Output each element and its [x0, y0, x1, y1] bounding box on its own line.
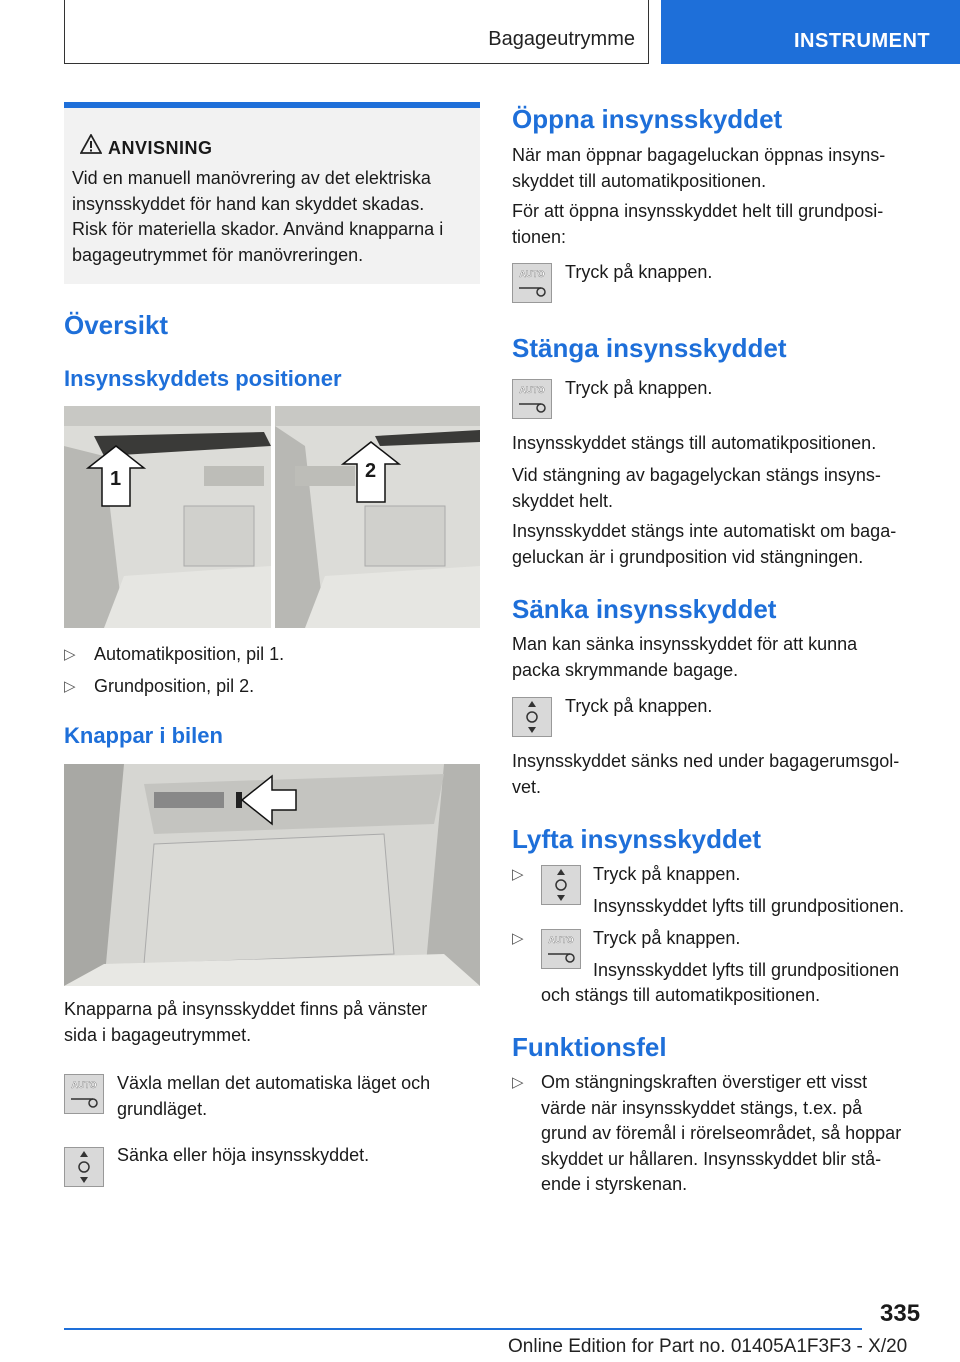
- photo-label-2: 2: [365, 460, 377, 482]
- auto-icon-label: AUTO: [71, 1080, 97, 1090]
- up-down-button-icon: [512, 697, 552, 737]
- stanga-para-1: Insynsskyddet stängs till automatikpositionen.: [512, 433, 877, 453]
- auto-button-text: Växla mellan det automatiska läget och grundläget.: [117, 1073, 431, 1119]
- heading-stanga: Stänga insynsskyddet: [512, 333, 787, 363]
- footer-divider: [64, 1328, 862, 1330]
- heading-knappar: Knappar i bilen: [64, 723, 223, 748]
- chapter-tab-label: INSTRUMENT: [794, 30, 931, 52]
- auto-button-icon: [541, 929, 581, 969]
- warning-text: Vid en manuell manövrering av det elektriska insynsskyddet för hand kan skyddet skadas. Risk för materiella skador. Använd knapparna i bagageutrymmet för manövreringen.: [72, 168, 444, 265]
- lyfta-result-2b: och stängs till automatikpositionen.: [541, 985, 821, 1005]
- edition-footer: Online Edition for Part no. 01405A1F3F3 - X/20: [508, 1336, 908, 1357]
- auto-button-icon: [64, 1074, 104, 1114]
- heading-oversikt: Översikt: [64, 310, 169, 340]
- knappar-text: Knapparna på insynsskyddet finns på vänster sida i bagageutrymmet.: [64, 999, 428, 1045]
- sanka-para-1: Man kan sänka insynsskyddet för att kunna packa skrymmande bagage.: [512, 634, 858, 680]
- trunk-photo-automatic: [64, 406, 271, 628]
- up-down-button-icon: [541, 865, 581, 905]
- warning-box: [64, 102, 480, 284]
- stanga-para-2: Vid stängning av bagagelyckan stängs insyns- skyddet helt.: [512, 465, 881, 511]
- heading-lyfta: Lyfta insynsskyddet: [512, 824, 762, 854]
- triangle-bullet-icon: ▷: [64, 678, 76, 695]
- photo-label-1: 1: [110, 468, 122, 490]
- lyfta-press-text-1: Tryck på knappen.: [593, 864, 741, 884]
- oppna-para-1: När man öppnar bagageluckan öppnas insyns- skyddet till automatikpositionen.: [512, 145, 886, 191]
- sanka-para-2: Insynsskyddet sänks ned under bagagerumsgol- vet.: [512, 751, 900, 797]
- lyfta-result-2: Insynsskyddet lyfts till grundpositionen: [593, 960, 900, 980]
- chapter-tab[interactable]: [661, 0, 960, 64]
- auto-icon-label: AUTO: [548, 935, 574, 945]
- triangle-bullet-icon: ▷: [512, 930, 524, 947]
- auto-icon-label: AUTO: [519, 385, 545, 395]
- warning-icon: [80, 134, 102, 154]
- section-title: Bagageutrymme: [488, 28, 635, 50]
- lyfta-result-1: Insynsskyddet lyfts till grundpositionen.: [593, 896, 905, 916]
- warning-title: ANVISNING: [108, 138, 213, 158]
- heading-sanka: Sänka insynsskyddet: [512, 594, 777, 624]
- heading-funktionsfel: Funktionsfel: [512, 1032, 667, 1062]
- stanga-para-3: Insynsskyddet stängs inte automatiskt om baga- geluckan är i grundposition vid stängningen.: [512, 521, 897, 567]
- up-down-button-text: Sänka eller höja insynsskyddet.: [117, 1145, 370, 1165]
- triangle-bullet-icon: ▷: [64, 646, 76, 663]
- up-down-button-icon: [64, 1147, 104, 1187]
- auto-button-icon: [512, 379, 552, 419]
- trunk-photo-basic: [275, 406, 480, 628]
- list-item: ▷ Automatikposition, pil 1.: [64, 642, 480, 668]
- auto-icon-label: AUTO: [519, 269, 545, 279]
- stanga-press-text: Tryck på knappen.: [565, 378, 713, 398]
- heading-positions: Insynsskyddets positioner: [64, 366, 342, 391]
- sanka-press-text: Tryck på knappen.: [565, 696, 713, 716]
- triangle-bullet-icon: ▷: [512, 866, 524, 883]
- list-item: ▷ Grundposition, pil 2.: [64, 674, 480, 700]
- lyfta-press-text-2: Tryck på knappen.: [593, 928, 741, 948]
- heading-oppna: Öppna insynsskyddet: [512, 104, 783, 134]
- trunk-buttons-photo: [64, 764, 480, 986]
- triangle-bullet-icon: ▷: [512, 1074, 524, 1091]
- list-item: ▷ Om stängningskraften överstiger ett visst värde när insynsskyddet stängs, t.ex. på grund av föremål i rörelseområdet, så hoppar skyddet ur hållaren. Insynsskyddet blir stå- ende i styrskenan.: [512, 1072, 902, 1194]
- oppna-press-text: Tryck på knappen.: [565, 262, 713, 282]
- auto-button-icon: [512, 263, 552, 303]
- oppna-para-2: För att öppna insynsskyddet helt till grundposi- tionen:: [512, 201, 884, 247]
- page-number: 335: [880, 1300, 921, 1327]
